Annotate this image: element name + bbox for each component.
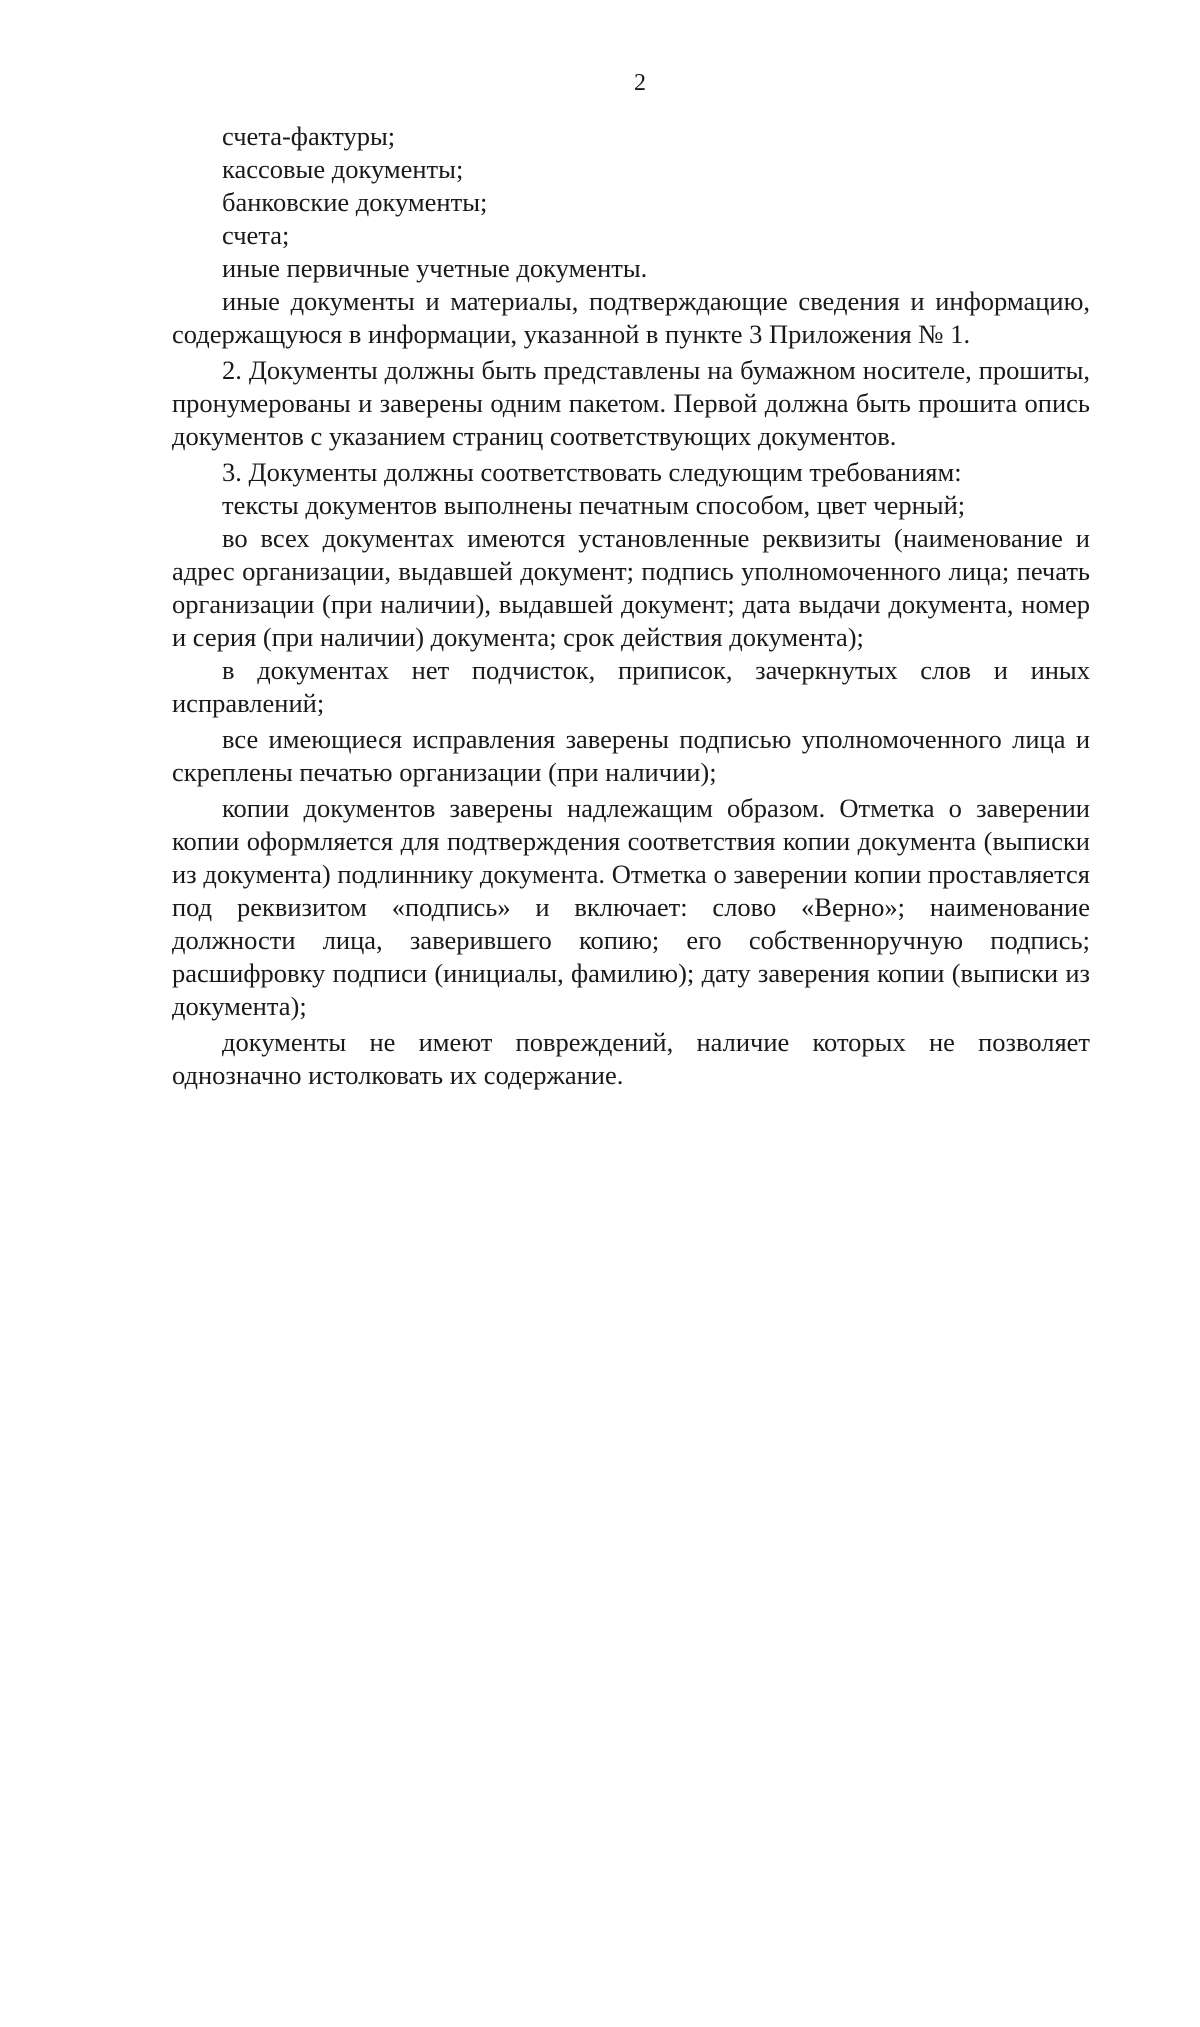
requirement-item: тексты документов выполнены печатным способом, цвет черный; <box>222 490 966 520</box>
requirement-item: документы не имеют повреждений, наличие которых не позволяет однозначно истолковать их содержание. <box>172 1027 1090 1090</box>
requirement-item: во всех документах имеются установленные реквизиты (наименование и адрес организации, выдавшей документ; подпись уполномоченного лица; печать организации (при наличии), выдавшей документ; дата выдачи документа, номер и серия (при наличии) документа; срок действия документа); <box>172 523 1090 652</box>
document-body <box>172 120 1090 1092</box>
page-number: 2 <box>634 70 646 96</box>
list-item: банковские документы; <box>222 187 488 217</box>
list-item: счета-фактуры; <box>222 121 396 151</box>
paragraph-item-3: 3. Документы должны соответствовать следующим требованиям: <box>222 457 962 487</box>
requirement-item: все имеющиеся исправления заверены подписью уполномоченного лица и скреплены печатью организации (при наличии); <box>172 724 1090 787</box>
requirement-item: копии документов заверены надлежащим образом. Отметка о заверении копии оформляется для подтверждения соответствия копии документа (выписки из документа) подлиннику документа. Отметка о заверении копии проставляется под реквизитом «подпись» и включает: слово «Верно»; наименование должности лица, заверившего копию; его собственноручную подпись; расшифровку подписи (инициалы, фамилию); дату заверения копии (выписки из документа); <box>172 793 1090 1021</box>
list-item: счета; <box>222 220 290 250</box>
list-item: кассовые документы; <box>222 154 464 184</box>
requirement-item: в документах нет подчисток, приписок, зачеркнутых слов и иных исправлений; <box>172 655 1090 718</box>
list-item: иные первичные учетные документы. <box>222 253 648 283</box>
paragraph: иные документы и материалы, подтверждающие сведения и информацию, содержащуюся в информации, указанной в пункте 3 Приложения № 1. <box>172 286 1090 349</box>
paragraph-item-2: 2. Документы должны быть представлены на бумажном носителе, прошиты, пронумерованы и заверены одним пакетом. Первой должна быть прошита опись документов с указанием страниц соответствующих документов. <box>172 355 1090 451</box>
